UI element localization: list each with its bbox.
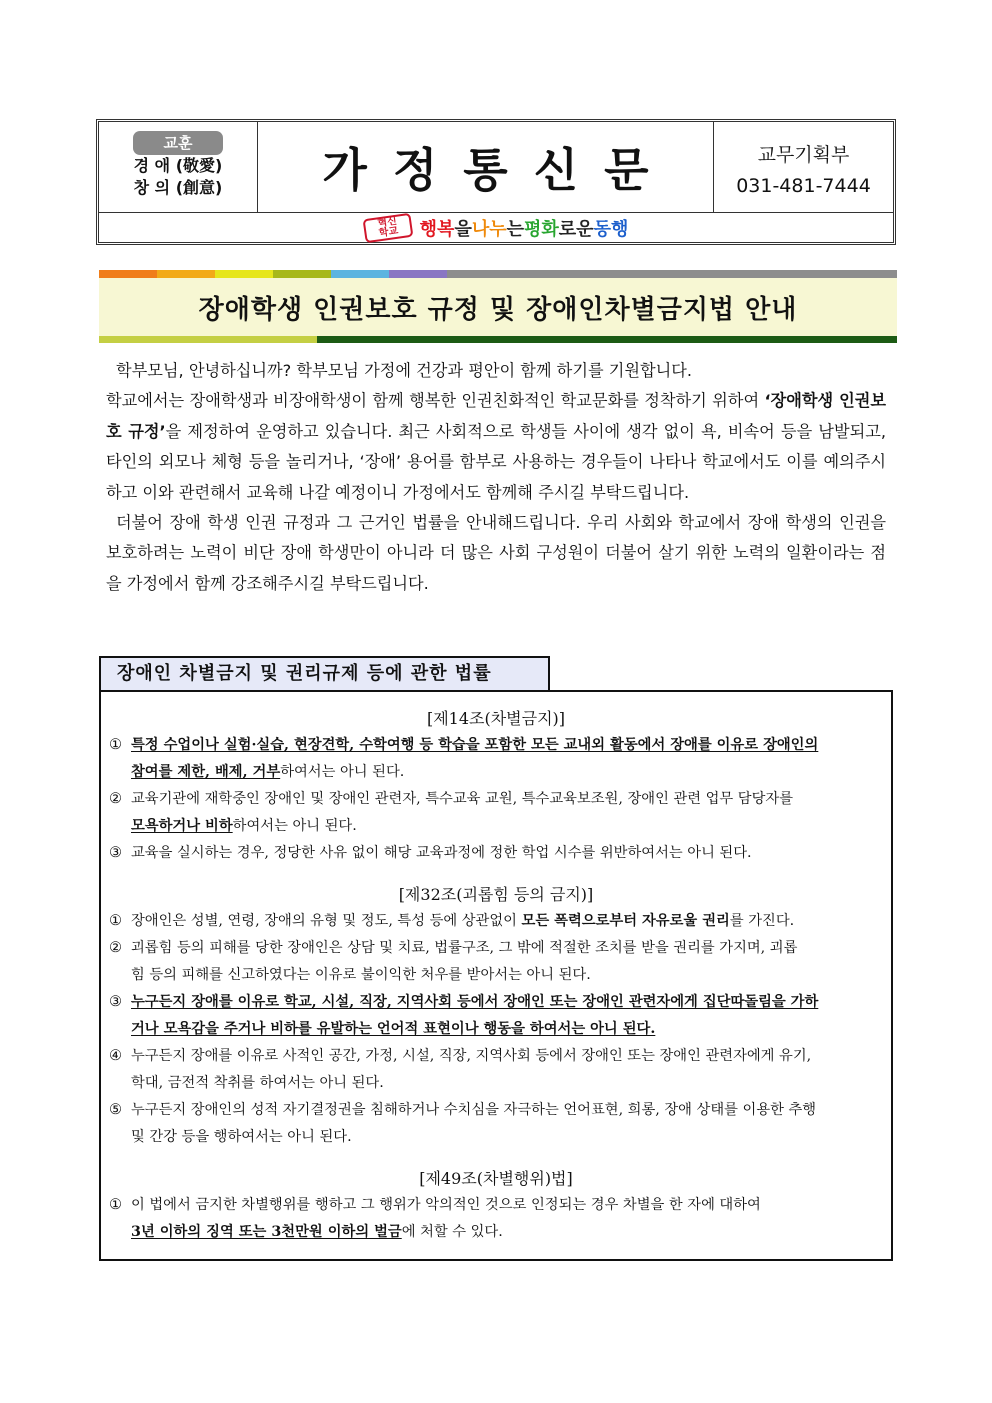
- intro-p2-part: 을 제정하여 운영하고 있습니다. 최근 사회적으로 학생들 사이에 생각 없이 욕, 비속어 등을 남발되고, 타인의 외모나 체형 등을 놀리거나, ‘장애’ 용어를 함부로 사용하는 경우들이 나타나 학교에서도 이를 예의주시하고 이와 관련해서 교육해 나갈 예정이니 가정에서도 함께해 주시길 부탁드립니다.: [106, 421, 887, 502]
- article-32-title: [제32조(괴롭힘 등의 금지)]: [398, 885, 594, 904]
- color-segment: [215, 270, 273, 278]
- item-text: 누구든지 장애를 이유로 사적인 공간, 가정, 시설, 직장, 지역사회 등에서 장애인 또는 장애인 관련자에게 유기,: [131, 1048, 812, 1064]
- newsletter-header: [96, 119, 896, 245]
- item-text: 학대, 금전적 착취를 하여서는 아니 된다.: [131, 1075, 384, 1091]
- intro-paragraph-2: [106, 386, 886, 508]
- item-text: 참여를 제한, 배제, 거부: [131, 764, 281, 780]
- slogan: [99, 212, 893, 242]
- item-text: 거나 모욕감을 주거나 비하를 유발하는 언어적 표현이나 행동을 하여서는 아니 된다.: [131, 1021, 656, 1037]
- item-number: ③: [109, 994, 122, 1010]
- department-name: 교무기획부: [757, 144, 850, 166]
- banner-bottom-segment: [317, 336, 897, 343]
- color-segment: [157, 270, 215, 278]
- article-32-item-5: [109, 1097, 889, 1151]
- article-49-title: [제49조(차별행위)법]: [419, 1169, 573, 1188]
- item-text: 누구든지 장애인의 성적 자기결정권을 침해하거나 수치심을 자극하는 언어표현, 희롱, 장애 상태를 이용한 추행: [131, 1102, 817, 1118]
- item-text: 모든 폭력으로부터 자유로울 권리: [521, 913, 730, 929]
- motto-line-1: 경 애 (敬愛): [133, 156, 223, 175]
- slogan-word: 동행: [593, 218, 629, 240]
- banner-bottom-bar: [99, 336, 897, 343]
- article-32-item-3: [109, 989, 889, 1043]
- article-32-item-4: [109, 1043, 889, 1097]
- item-text: 교육을 실시하는 경우, 정당한 사유 없이 해당 교육과정에 정한 학업 시수를 위반하여서는 아니 된다.: [131, 845, 752, 861]
- innovation-badge-bottom: 학교: [377, 225, 399, 239]
- slogan-word: 을: [454, 218, 472, 240]
- item-text: 모욕하거나 비하: [131, 818, 233, 834]
- intro-p2-part: 학교에서는 장애학생과 비장애학생이 함께 행복한 인권친화적인 학교문화를 정착하기 위하여: [106, 391, 765, 411]
- intro-text: [106, 356, 886, 599]
- item-number: ②: [109, 940, 122, 956]
- item-text: 교육기관에 재학중인 장애인 및 장애인 관련자, 특수교육 교원, 특수교육보조원, 장애인 관련 업무 담당자를: [131, 791, 794, 807]
- innovation-badge-top: 혁신: [376, 215, 398, 229]
- article-14-item-1: [109, 732, 889, 786]
- slogan-word: 나누: [471, 218, 507, 240]
- slogan-word: 행복: [419, 218, 455, 240]
- item-number: ①: [109, 1197, 122, 1213]
- item-text: 하여서는 아니 된다.: [232, 818, 357, 834]
- color-segment: [99, 270, 157, 278]
- intro-paragraph-3: 더불어 장애 학생 인권 규정과 그 근거인 법률을 안내해드립니다. 우리 사회와 학교에서 장애 학생의 인권을 보호하려는 노력이 비단 장애 학생만이 아니라 더 많은 사회 구성원이 더불어 살기 위한 노력의 일환이라는 점을 가정에서 함께 강조해주시길 부탁드립니다.: [106, 513, 886, 593]
- title-banner: 장애학생 인권보호 규정 및 장애인차별금지법 안내: [99, 278, 897, 336]
- color-segment: [389, 270, 447, 278]
- item-number: ①: [109, 913, 122, 929]
- item-number: ⑤: [109, 1102, 122, 1118]
- school-motto: [99, 122, 258, 212]
- article-14-item-2: [109, 786, 889, 840]
- article-49-item-1: [109, 1192, 889, 1246]
- item-number: ③: [109, 845, 122, 861]
- item-text: 장애인은 성별, 연령, 장애의 유형 및 정도, 특성 등에 상관없이: [131, 913, 522, 929]
- item-text: 괴롭힘 등의 피해를 당한 장애인은 상담 및 치료, 법률구조, 그 밖에 적절한 조치를 받을 권리를 가지며, 괴롭: [131, 940, 798, 956]
- slogan-word: 로운: [558, 218, 594, 240]
- item-text: 에 처할 수 있다.: [401, 1224, 503, 1240]
- department-phone: 031-481-7444: [736, 175, 871, 197]
- rule-name-highlight: ‘장애학생 인권보호 규정’: [106, 391, 887, 441]
- color-segment: [331, 270, 389, 278]
- item-text: 특정 수업이나 실험·실습, 현장견학, 수학여행 등 학습을 포함한 모든 교내외 활동에서 장애를 이유로 장애인의: [131, 737, 819, 753]
- item-number: ①: [109, 737, 122, 753]
- color-segment: [273, 270, 331, 278]
- item-text: 이 법에서 금지한 차별행위를 행하고 그 행위가 악의적인 것으로 인정되는 경우 차별을 한 자에 대하여: [131, 1197, 761, 1213]
- color-segment: [447, 270, 897, 278]
- item-text: 누구든지 장애를 이유로 학교, 시설, 직장, 지역사회 등에서 장애인 또는 장애인 관련자에게 집단따돌림을 가하: [131, 994, 819, 1010]
- item-number: ④: [109, 1048, 122, 1064]
- item-text: 하여서는 아니 된다.: [280, 764, 405, 780]
- slogan-word: 평화: [524, 218, 559, 240]
- article-14-title: [제14조(차별금지)]: [426, 709, 566, 728]
- department-info: [713, 122, 893, 212]
- page-title: 가정통신문: [322, 143, 675, 197]
- banner-bottom-segment: [99, 336, 317, 343]
- item-text: 및 간강 등을 행하여서는 아니 된다.: [131, 1129, 352, 1145]
- motto-line-2: 창 의 (創意): [133, 178, 223, 197]
- item-number: ②: [109, 791, 122, 807]
- article-32-item-2: [109, 935, 889, 989]
- item-text: 를 가진다.: [729, 913, 795, 929]
- law-section-title: 장애인 차별금지 및 권리규제 등에 관한 법률: [99, 656, 550, 690]
- item-text: 힘 등의 피해를 신고하였다는 이유로 불이익한 처우를 받아서는 아니 된다.: [131, 967, 591, 983]
- article-32-item-1: [109, 908, 889, 935]
- article-14-item-3: [109, 840, 889, 867]
- decorative-color-bar: [99, 270, 897, 278]
- law-content-box: [99, 690, 893, 1261]
- motto-badge: 교훈: [133, 131, 223, 155]
- innovation-school-badge: [362, 212, 413, 242]
- item-text: 3년 이하의 징역 또는 3천만원 이하의 벌금: [131, 1224, 402, 1240]
- slogan-word: 는: [506, 218, 524, 240]
- intro-paragraph-1: 학부모님, 안녕하십니까? 학부모님 가정에 건강과 평안이 함께 하기를 기원합니다.: [116, 361, 693, 380]
